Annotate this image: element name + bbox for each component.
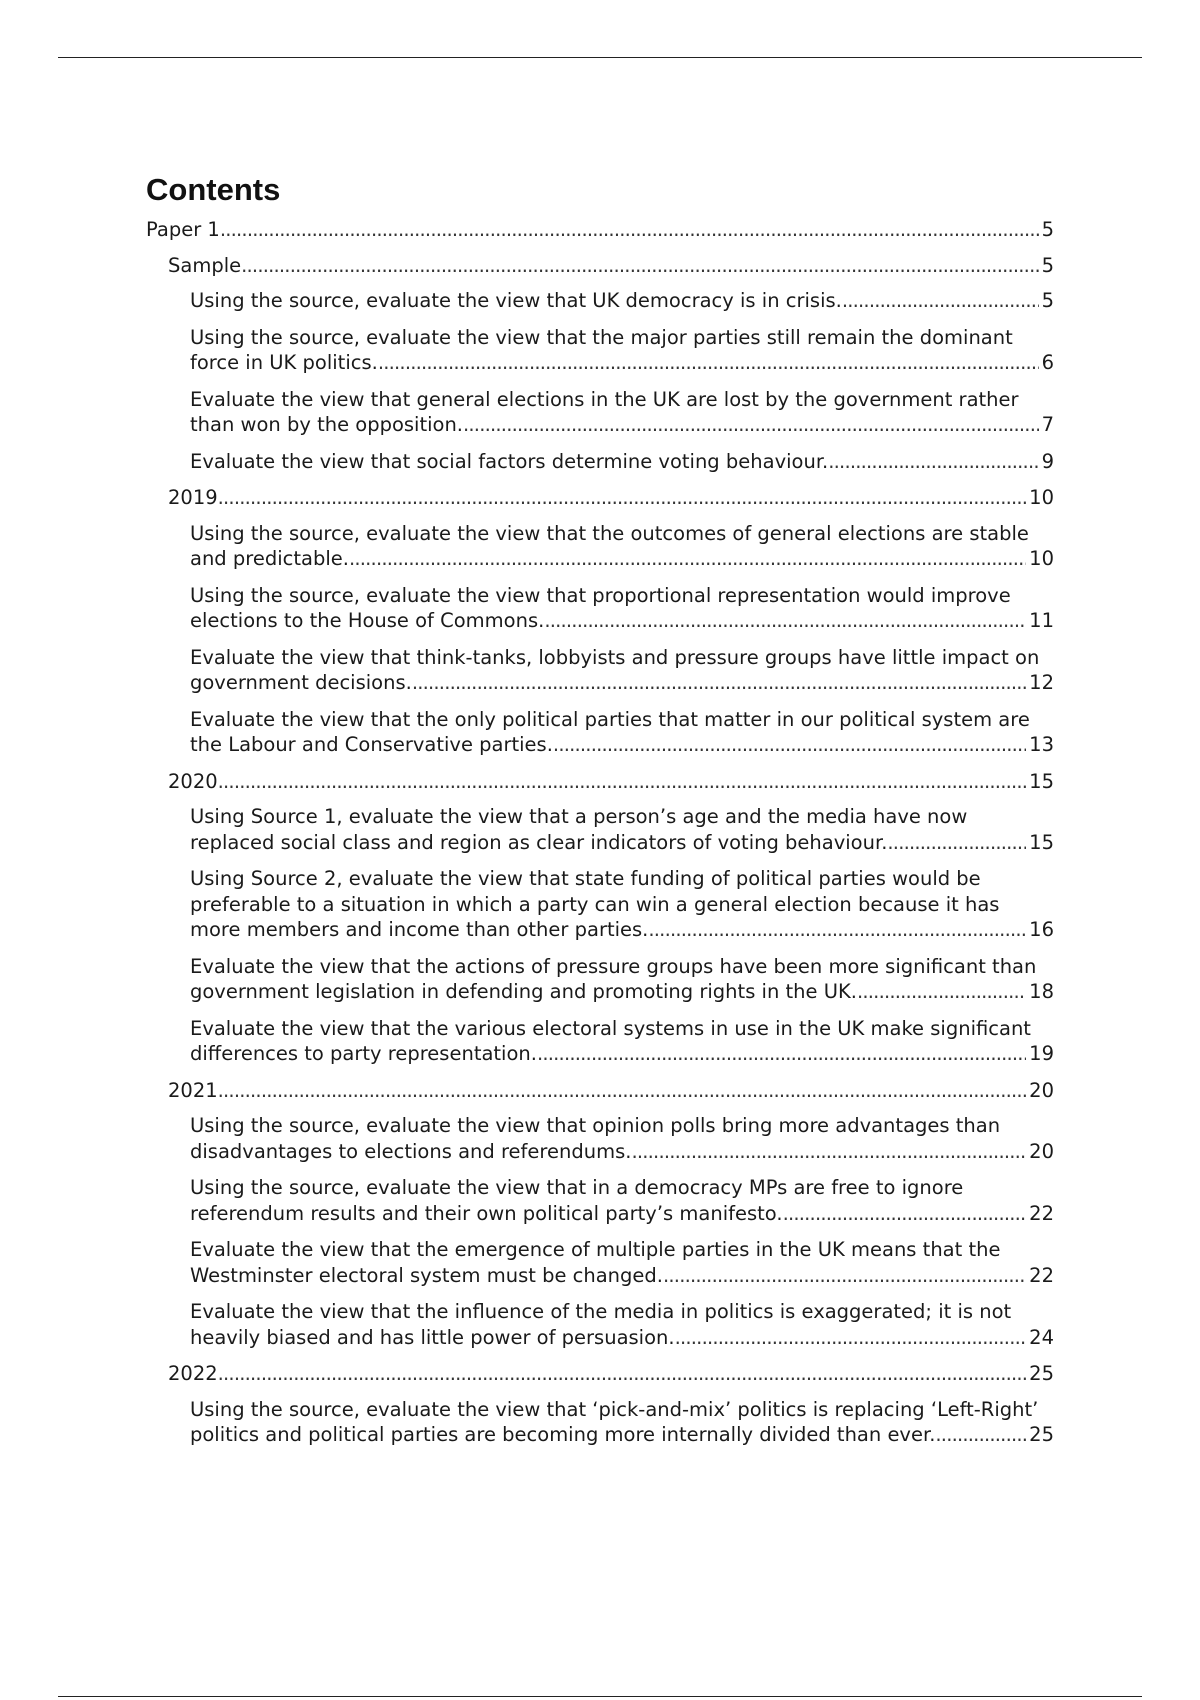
toc-entry[interactable] (190, 325, 1054, 376)
toc-entry-text: Using the source, evaluate the view that the major parties still remain the dominant force in UK politics. . . . (190, 326, 1013, 375)
toc-entry[interactable] (190, 387, 1054, 438)
toc-entry-page-number: 15 (1026, 769, 1054, 795)
toc-entry-text: Paper 1 . . . (146, 218, 220, 241)
toc-entry-page-number: 5 (1039, 253, 1054, 279)
toc-entry-page-number: 19 (1026, 1041, 1054, 1067)
toc-entry-page-number: 11 (1026, 608, 1054, 634)
toc-entry-page-number: 10 (1026, 546, 1054, 572)
toc-entry-page-number: 7 (1039, 412, 1054, 438)
toc-entry-page-number: 9 (1039, 449, 1054, 475)
toc-entry-page-number: 5 (1039, 288, 1054, 314)
toc-entry[interactable] (168, 1078, 1054, 1104)
toc-entry-page-number: 25 (1026, 1361, 1054, 1387)
toc-entry[interactable] (190, 583, 1054, 634)
table-of-contents (146, 166, 1054, 1459)
toc-entry[interactable] (190, 1016, 1054, 1067)
toc-entry-text: Evaluate the view that the only political parties that matter in our political system are the Labour and Conservative parties. . . . (190, 708, 1030, 757)
toc-entry-text: Using the source, evaluate the view that the outcomes of general elections are stable and predictable. . . . (190, 522, 1029, 571)
toc-entry-page-number: 12 (1026, 670, 1054, 696)
toc-entry[interactable] (190, 521, 1054, 572)
toc-entry[interactable] (190, 1175, 1054, 1226)
footer-rule (58, 1696, 1142, 1697)
toc-entry[interactable] (146, 217, 1054, 243)
toc-entry-text: Evaluate the view that the various electoral systems in use in the UK make significant differences to party representation. . . . (190, 1017, 1031, 1066)
toc-entry-list (146, 217, 1054, 1448)
header-rule (58, 57, 1142, 58)
toc-entry[interactable] (190, 707, 1054, 758)
toc-entry-text: 2022 . . . (168, 1362, 218, 1385)
toc-entry[interactable] (190, 288, 1054, 314)
toc-entry[interactable] (190, 954, 1054, 1005)
contents-heading: Contents (146, 172, 281, 207)
toc-entry-text: Evaluate the view that the actions of pressure groups have been more significant than government legislation in defending and promoting rights in the UK. . . . (190, 955, 1036, 1004)
toc-entry[interactable] (190, 645, 1054, 696)
toc-entry[interactable] (190, 1299, 1054, 1350)
toc-entry-text: Using the source, evaluate the view that opinion polls bring more advantages than disadvantages to elections and referendums. . . . (190, 1114, 1000, 1163)
toc-entry[interactable] (190, 1397, 1054, 1448)
toc-entry[interactable] (190, 1237, 1054, 1288)
toc-entry-text: Using the source, evaluate the view that in a democracy MPs are free to ignore referendum results and their own political party’s manifesto. . . . (190, 1176, 963, 1225)
toc-entry-text: 2021 . . . (168, 1079, 218, 1102)
toc-entry-text: Using Source 1, evaluate the view that a person’s age and the media have now replaced social class and region as clear indicators of voting behaviour. . . . (190, 805, 967, 854)
toc-entry-page-number: 20 (1026, 1139, 1054, 1165)
toc-entry-text: Using the source, evaluate the view that proportional representation would improve elections to the House of Commons. . . . (190, 584, 1011, 633)
toc-entry-page-number: 25 (1026, 1422, 1054, 1448)
toc-entry-page-number: 5 (1039, 217, 1054, 243)
toc-entry-text: 2020 . . . (168, 770, 218, 793)
toc-entry-text: Using the source, evaluate the view that UK democracy is in crisis. . . . (190, 289, 842, 312)
toc-entry-page-number: 16 (1026, 917, 1054, 943)
toc-entry[interactable] (168, 1361, 1054, 1387)
toc-entry-page-number: 10 (1026, 485, 1054, 511)
toc-entry-text: Using the source, evaluate the view that ‘pick-and-mix’ politics is replacing ‘Left-Right’ politics and political parties are becoming more internally divided than ever. . . . (190, 1398, 1038, 1447)
toc-entry-page-number: 20 (1026, 1078, 1054, 1104)
toc-entry-page-number: 18 (1026, 979, 1054, 1005)
toc-entry[interactable] (190, 1113, 1054, 1164)
toc-entry[interactable] (168, 485, 1054, 511)
toc-entry[interactable] (168, 769, 1054, 795)
toc-entry[interactable] (190, 449, 1054, 475)
toc-entry-text: Evaluate the view that general elections in the UK are lost by the government rather than won by the opposition. . . . (190, 388, 1019, 437)
toc-entry-page-number: 15 (1026, 830, 1054, 856)
toc-entry-text: Evaluate the view that social factors determine voting behaviour. . . . (190, 450, 828, 473)
toc-entry-page-number: 22 (1026, 1201, 1054, 1227)
toc-entry[interactable] (168, 253, 1054, 279)
toc-entry-text: Using Source 2, evaluate the view that state funding of political parties would be preferable to a situation in which a party can win a general election because it has more members and income than other parties. . . . (190, 867, 999, 941)
toc-entry-text: Evaluate the view that the influence of the media in politics is exaggerated; it is not heavily biased and has little power of persuasion. . . . (190, 1300, 1011, 1349)
toc-entry-page-number: 24 (1026, 1325, 1054, 1351)
toc-entry[interactable] (190, 804, 1054, 855)
toc-entry-page-number: 6 (1039, 350, 1054, 376)
toc-entry-text: 2019 . . . (168, 486, 218, 509)
toc-entry-text: Evaluate the view that the emergence of multiple parties in the UK means that the Westminster electoral system must be changed. . . . (190, 1238, 1000, 1287)
toc-entry-text: Sample . . . (168, 254, 241, 277)
toc-entry-text: Evaluate the view that think-tanks, lobbyists and pressure groups have little impact on government decisions. . . . (190, 646, 1039, 695)
toc-entry[interactable] (190, 866, 1054, 943)
toc-entry-page-number: 13 (1026, 732, 1054, 758)
toc-entry-page-number: 22 (1026, 1263, 1054, 1289)
